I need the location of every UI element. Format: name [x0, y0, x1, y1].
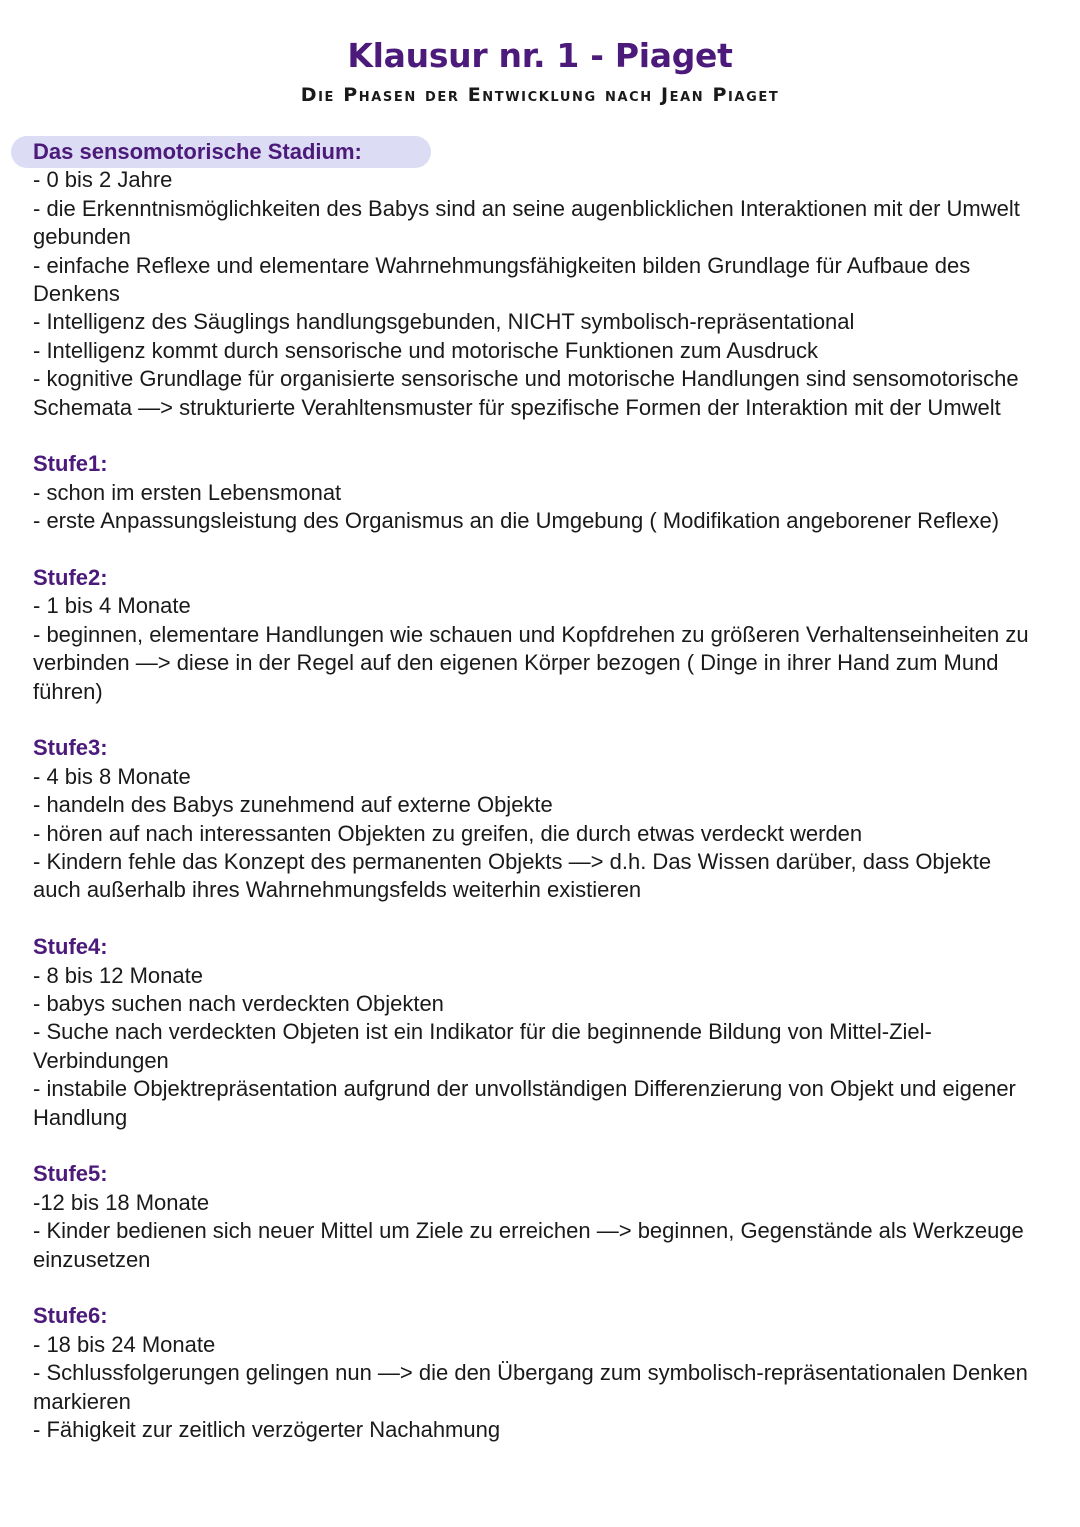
section-stufe-4: [33, 933, 1033, 1132]
bullet-line: - Intelligenz des Säuglings handlungsgebunden, NICHT symbolisch-repräsentational: [33, 309, 855, 335]
bullet-line: - instabile Objektrepräsentation aufgrund der unvollständigen Differenzierung von Objekt und eigener Handlung: [33, 1076, 1016, 1130]
section-sensomotorisch: [33, 138, 1033, 422]
bullet-line: - die Erkenntnismöglichkeiten des Babys sind an seine augenblicklichen Interaktionen mit der Umwelt gebunden: [33, 195, 1020, 250]
bullet-line: - babys suchen nach verdeckten Objekten: [33, 991, 444, 1017]
section-stufe-1: [33, 450, 1033, 535]
bullet-line: - handeln des Babys zunehmend auf externe Objekte: [33, 792, 553, 818]
bullet-line: - erste Anpassungsleistung des Organismus an die Umgebung ( Modifikation angeborener Reflexe): [33, 508, 1000, 534]
bullet-line: - hören auf nach interessanten Objekten zu greifen, die durch etwas verdeckt werden: [33, 820, 863, 846]
section-stufe-3: [33, 734, 1033, 904]
bullet-line: - 1 bis 4 Monate: [33, 593, 191, 619]
bullet-line: - beginnen, elementare Handlungen wie schauen und Kopfdrehen zu größeren Verhaltenseinheiten zu verbinden —> diese in der Regel auf den eigenen Körper bezogen ( Dinge in ihrer Hand zum Mund führen): [33, 621, 1029, 704]
bullet-line: - einfache Reflexe und elementare Wahrnehmungsfähigkeiten bilden Grundlage für Aufbaue des Denkens: [33, 252, 971, 307]
bullet-line: - Kindern fehle das Konzept des permanenten Objekts —> d.h. Das Wissen darüber, dass Objekte auch außerhalb ihres Wahrnehmungsfelds weiterhin existieren: [33, 849, 992, 903]
bullet-line: - 18 bis 24 Monate: [33, 1331, 216, 1357]
bullet-line: - 4 bis 8 Monate: [33, 763, 191, 789]
section-heading: Das sensomotorische Stadium:: [33, 138, 1033, 166]
section-heading: Stufe1:: [33, 451, 108, 477]
section-stufe-6: [33, 1302, 1033, 1444]
bullet-line: - 0 bis 2 Jahre: [33, 167, 173, 193]
page-title: Klausur nr. 1 - Piaget: [347, 36, 733, 75]
bullet-line: -12 bis 18 Monate: [33, 1189, 210, 1215]
bullet-line: - 8 bis 12 Monate: [33, 962, 203, 988]
bullet-line: - Schlussfolgerungen gelingen nun —> die den Übergang zum symbolisch-repräsentationalen Denken markieren: [33, 1360, 1028, 1414]
bullet-line: - kognitive Grundlage für organisierte sensorische und motorische Handlungen sind sensomotorische Schemata —> strukturierte Verahltensmuster für spezifische Formen der Interaktion mit der Umwelt: [33, 366, 1019, 420]
bullet-line: - Intelligenz kommt durch sensorische und motorische Funktionen zum Ausdruck: [33, 337, 819, 363]
bullet-line: - schon im ersten Lebensmonat: [33, 479, 342, 505]
section-heading: Stufe2:: [33, 565, 108, 591]
section-stufe-2: [33, 564, 1033, 706]
section-heading: Stufe4:: [33, 934, 108, 960]
page-subtitle: Die Phasen der Entwicklung nach Jean Piaget: [300, 84, 780, 106]
section-stufe-5: [33, 1160, 1033, 1274]
bullet-line: - Kinder bedienen sich neuer Mittel um Ziele zu erreichen —> beginnen, Gegenstände als Werkzeuge einzusetzen: [33, 1218, 1024, 1272]
section-heading: Stufe3:: [33, 735, 108, 761]
section-heading: Stufe5:: [33, 1161, 108, 1187]
bullet-line: - Fähigkeit zur zeitlich verzögerter Nachahmung: [33, 1417, 501, 1443]
section-heading: Stufe6:: [33, 1303, 108, 1329]
bullet-line: - Suche nach verdeckten Objeten ist ein Indikator für die beginnende Bildung von Mittel-Ziel-Verbindungen: [33, 1019, 932, 1073]
notes-content: [33, 136, 1033, 1444]
